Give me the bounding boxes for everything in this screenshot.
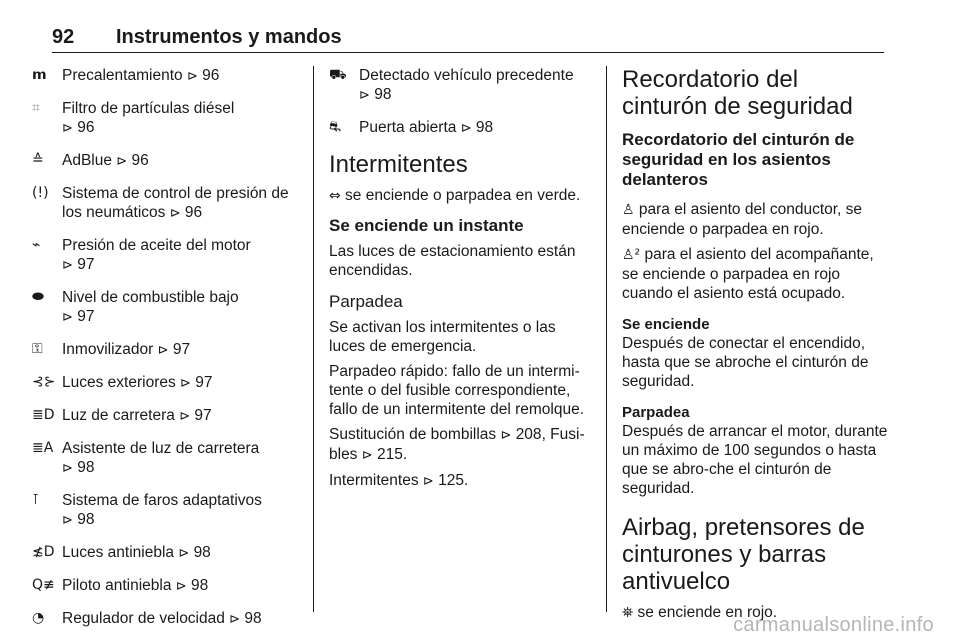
list-item: ⌁ Presión de aceite del motor ⊳ 97 bbox=[32, 237, 251, 273]
paragraph: Después de conectar el encendido, hasta que se abroche el cinturón de seguridad. bbox=[622, 335, 869, 390]
seat-belt-passenger-icon: ♙² bbox=[622, 247, 641, 263]
exterior-lights-icon: ⊰⊱ bbox=[32, 374, 56, 390]
page-ref-link[interactable]: 208 bbox=[515, 426, 542, 443]
page-ref-link[interactable]: 96 bbox=[202, 67, 220, 84]
page-ref-link[interactable]: 98 bbox=[475, 119, 494, 136]
paragraph: ♙ para el asiento del conductor, se enciende o parpadea en rojo. bbox=[622, 201, 863, 238]
subheading: Se enciende un instante bbox=[329, 216, 524, 235]
column-divider bbox=[606, 66, 607, 612]
paragraph: ⇔ se enciende o parpadea en verde. bbox=[329, 187, 581, 204]
list-item: 𝗺 Precalentamiento ⊳ 96 bbox=[32, 67, 220, 84]
column-divider bbox=[313, 66, 314, 612]
rear-fog-light-icon: Q≢ bbox=[32, 577, 55, 593]
low-fuel-icon: ⬬ bbox=[32, 289, 44, 305]
page-ref-link[interactable]: 98 bbox=[77, 511, 95, 528]
page-ref-link[interactable]: 98 bbox=[374, 86, 392, 103]
page-ref-link[interactable]: 215 bbox=[376, 446, 403, 463]
page-ref-link[interactable]: 97 bbox=[172, 341, 191, 358]
high-beam-icon: ≣D bbox=[32, 407, 55, 423]
immobilizer-icon: ⚿ bbox=[32, 341, 43, 357]
page-ref-link[interactable]: 98 bbox=[244, 610, 262, 627]
glow-plug-icon: 𝗺 bbox=[32, 67, 47, 83]
list-item: ≣A Asistente de luz de carretera ⊳ 98 bbox=[32, 440, 260, 476]
section-heading: Intermitentes bbox=[329, 151, 468, 178]
section-heading: Recordatorio del cinturón de seguridad bbox=[622, 66, 853, 120]
adaptive-headlights-icon: ⊺ bbox=[32, 492, 40, 508]
page-ref-link[interactable]: 97 bbox=[77, 256, 95, 273]
page-ref-link[interactable]: 98 bbox=[77, 459, 95, 476]
front-fog-lights-icon: ≴D bbox=[32, 544, 55, 560]
page-number: 92 bbox=[52, 26, 75, 48]
page-ref-link[interactable]: 96 bbox=[77, 119, 95, 136]
list-item: ≙ AdBlue ⊳ 96 bbox=[32, 152, 149, 169]
vehicle-ahead-icon: ⛟ bbox=[329, 67, 347, 83]
list-item: ≣D Luz de carretera ⊳ 97 bbox=[32, 407, 212, 424]
oil-pressure-icon: ⌁ bbox=[32, 237, 41, 253]
section-heading: Airbag, pretensores de cinturones y barras antivuelco bbox=[622, 514, 865, 595]
paragraph: ♙² para el asiento del acompañante, se enciende o parpadea en rojo cuando el asiento está ocupado. bbox=[622, 246, 874, 302]
turn-signals-section bbox=[329, 66, 589, 497]
paragraph: Parpadeo rápido: fallo de un intermi-tente o del fusible correspondiente, fallo de un intermitente del remolque. bbox=[329, 363, 585, 418]
seat-belt-section bbox=[622, 66, 890, 629]
paragraph: Intermitentes ⊳ 125. bbox=[329, 472, 469, 489]
paragraph: Sustitución de bombillas ⊳ 208, Fusi-bles ⊳ 215. bbox=[329, 426, 585, 463]
subheading: Se enciende bbox=[622, 316, 710, 333]
high-beam-assist-icon: ≣A bbox=[32, 440, 54, 456]
list-item: ⛟ Detectado vehículo precedente ⊳ 98 bbox=[329, 67, 574, 103]
page-ref-link[interactable]: 125 bbox=[438, 472, 464, 489]
list-item: (!) Sistema de control de presión de los neumáticos ⊳ 96 bbox=[32, 185, 289, 221]
diesel-particle-filter-icon: ⌗ bbox=[32, 100, 40, 116]
page-ref-link[interactable]: 96 bbox=[131, 152, 149, 169]
seat-belt-driver-icon: ♙ bbox=[622, 202, 635, 218]
list-item: ⚿ Inmovilizador ⊳ 97 bbox=[32, 341, 191, 358]
paragraph: Las luces de estacionamiento están encendidas. bbox=[329, 243, 576, 279]
list-item: ⬬ Nivel de combustible bajo ⊳ 97 bbox=[32, 289, 239, 325]
page-ref-link[interactable]: 96 bbox=[184, 204, 203, 221]
warning-lights-list bbox=[32, 66, 308, 642]
page-ref-link[interactable]: 97 bbox=[77, 308, 95, 325]
airbag-icon: ⛯ bbox=[622, 605, 634, 621]
subheading: Parpadea bbox=[329, 292, 403, 311]
list-item: ⛐ Puerta abierta ⊳ 98 bbox=[329, 119, 494, 136]
page-ref-link[interactable]: 97 bbox=[195, 374, 213, 391]
door-open-icon: ⛐ bbox=[329, 119, 342, 135]
page-title: Instrumentos y mandos bbox=[116, 26, 342, 48]
paragraph: Después de arrancar el motor, durante un máximo de 100 segundos o hasta que se abro-che el cinturón de seguridad. bbox=[622, 423, 888, 497]
tire-pressure-icon: (!) bbox=[32, 185, 49, 201]
list-item: ⊺ Sistema de faros adaptativos ⊳ 98 bbox=[32, 492, 262, 528]
page-header bbox=[52, 26, 884, 53]
adblue-icon: ≙ bbox=[32, 152, 44, 168]
paragraph: ⛯ se enciende en rojo. bbox=[622, 604, 778, 621]
page-ref-link[interactable]: 98 bbox=[193, 544, 211, 561]
list-item: ⌗ Filtro de partículas diésel ⊳ 96 bbox=[32, 100, 235, 136]
list-item: ≴D Luces antiniebla ⊳ 98 bbox=[32, 544, 211, 561]
watermark: carmanualsonline.info bbox=[733, 614, 934, 636]
list-item: ◔ Regulador de velocidad ⊳ 98 bbox=[32, 610, 262, 627]
page-ref-link[interactable]: 98 bbox=[190, 577, 209, 594]
subheading: Parpadea bbox=[622, 404, 690, 421]
list-item: ⊰⊱ Luces exteriores ⊳ 97 bbox=[32, 374, 213, 391]
turn-signal-icon: ⇔ bbox=[329, 188, 341, 204]
page-ref-link[interactable]: 97 bbox=[194, 407, 212, 424]
subheading: Recordatorio del cinturón de seguridad en los asientos delanteros bbox=[622, 130, 855, 189]
cruise-control-icon: ◔ bbox=[32, 610, 45, 626]
paragraph: Se activan los intermitentes o las luces de emergencia. bbox=[329, 319, 556, 355]
list-item: Q≢ Piloto antiniebla ⊳ 98 bbox=[32, 577, 209, 594]
